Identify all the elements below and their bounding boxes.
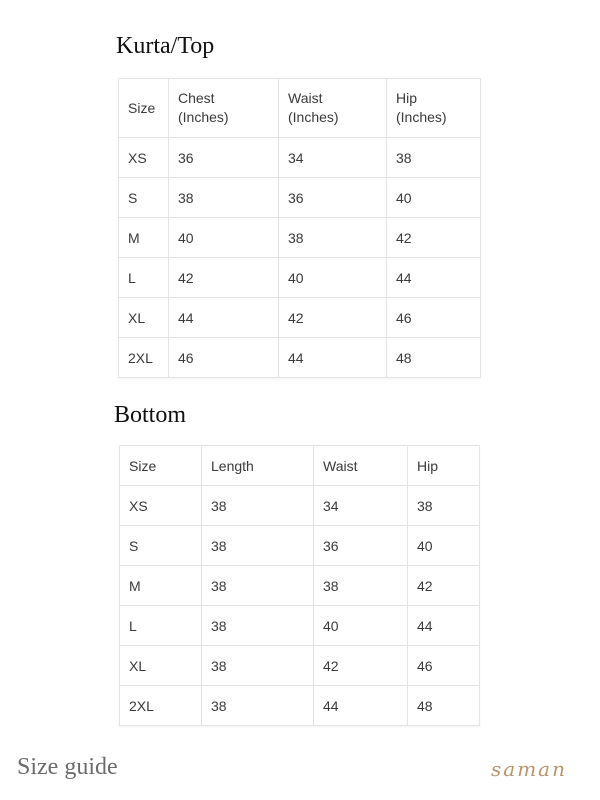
size-cell: S (119, 178, 169, 218)
hip-cell: 38 (387, 138, 481, 178)
size-cell: S (120, 526, 202, 566)
hip-cell: 48 (408, 686, 480, 726)
table-row (119, 178, 481, 218)
table-row (120, 606, 480, 646)
hip-cell: 42 (387, 218, 481, 258)
kurta-size-table (118, 78, 481, 378)
hip-cell: 48 (387, 338, 481, 378)
table-row (119, 218, 481, 258)
waist-cell: 40 (314, 606, 408, 646)
waist-cell: 40 (279, 258, 387, 298)
table-row (120, 486, 480, 526)
length-cell: 38 (202, 566, 314, 606)
length-cell: 38 (202, 606, 314, 646)
chest-cell: 38 (169, 178, 279, 218)
chest-cell: 36 (169, 138, 279, 178)
header-length: Length (202, 446, 314, 486)
table-header-row (120, 446, 480, 486)
hip-cell: 42 (408, 566, 480, 606)
table-row (120, 526, 480, 566)
waist-cell: 34 (279, 138, 387, 178)
header-waist: Waist (314, 446, 408, 486)
waist-cell: 36 (314, 526, 408, 566)
size-guide-title: Size guide (17, 754, 118, 780)
bottom-size-table (119, 445, 480, 726)
size-cell: XS (120, 486, 202, 526)
size-cell: XS (119, 138, 169, 178)
waist-cell: 38 (279, 218, 387, 258)
size-cell: XL (119, 298, 169, 338)
waist-cell: 44 (279, 338, 387, 378)
chest-cell: 40 (169, 218, 279, 258)
length-cell: 38 (202, 686, 314, 726)
hip-cell: 40 (408, 526, 480, 566)
size-cell: 2XL (120, 686, 202, 726)
waist-cell: 36 (279, 178, 387, 218)
length-cell: 38 (202, 646, 314, 686)
chest-cell: 44 (169, 298, 279, 338)
table-row (119, 258, 481, 298)
size-cell: M (119, 218, 169, 258)
size-cell: L (119, 258, 169, 298)
brand-logo: saman (491, 757, 567, 781)
size-cell: XL (120, 646, 202, 686)
table-row (120, 686, 480, 726)
chest-cell: 42 (169, 258, 279, 298)
table-row (120, 566, 480, 606)
size-cell: M (120, 566, 202, 606)
waist-cell: 42 (314, 646, 408, 686)
header-chest: Chest (Inches) (169, 79, 279, 138)
kurta-top-heading: Kurta/Top (116, 33, 215, 59)
chest-cell: 46 (169, 338, 279, 378)
size-cell: L (120, 606, 202, 646)
hip-cell: 46 (408, 646, 480, 686)
header-hip: Hip (Inches) (387, 79, 481, 138)
table-row (120, 646, 480, 686)
waist-cell: 38 (314, 566, 408, 606)
table-row (119, 338, 481, 378)
waist-cell: 34 (314, 486, 408, 526)
header-size: Size (119, 79, 169, 138)
hip-cell: 46 (387, 298, 481, 338)
hip-cell: 44 (387, 258, 481, 298)
table-header-row (119, 79, 481, 138)
waist-cell: 42 (279, 298, 387, 338)
hip-cell: 44 (408, 606, 480, 646)
header-hip: Hip (408, 446, 480, 486)
length-cell: 38 (202, 486, 314, 526)
length-cell: 38 (202, 526, 314, 566)
table-row (119, 138, 481, 178)
bottom-heading: Bottom (114, 402, 187, 428)
header-size: Size (120, 446, 202, 486)
table-row (119, 298, 481, 338)
waist-cell: 44 (314, 686, 408, 726)
hip-cell: 38 (408, 486, 480, 526)
header-waist: Waist (Inches) (279, 79, 387, 138)
hip-cell: 40 (387, 178, 481, 218)
size-cell: 2XL (119, 338, 169, 378)
